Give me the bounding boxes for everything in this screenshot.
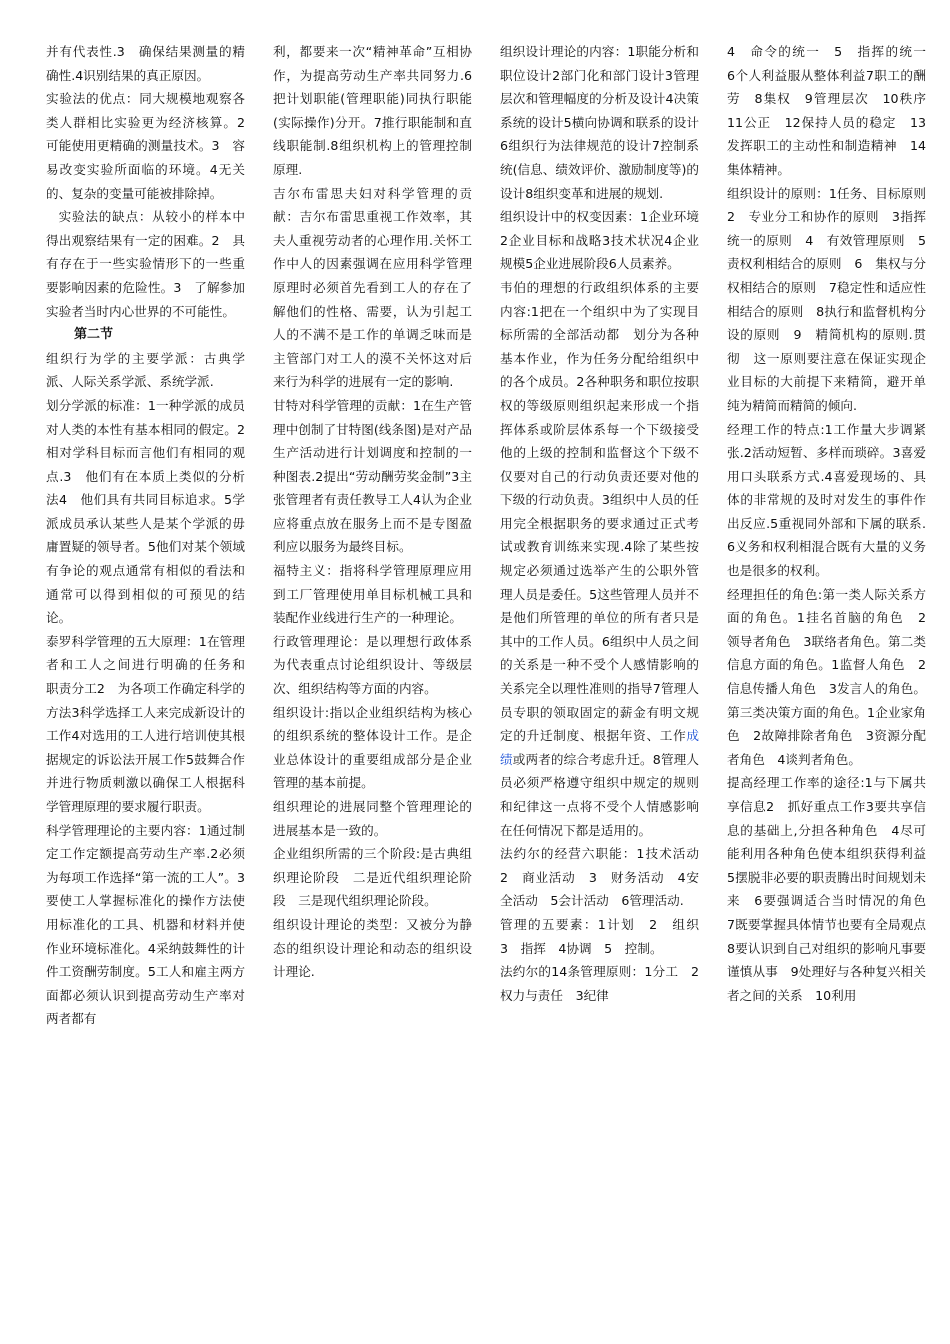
paragraph: 管理的五要素：1计划 2 组织 3 指挥 4协调 5 控制。 [500,916,712,956]
paragraph: 组织设计理论的类型：又被分为静态的组织设计理论和动态的组织设计理论. [273,916,472,980]
paragraph: 法约尔的14条管理原则：1分工 2 权力与责任 3纪律 [500,964,712,1003]
paragraph: 经理担任的角色:第一类人际关系方面的角色。1挂名首脑的角色 2 领导者角色 3联络者角色。第二类信息方面的角色。1监督人角色 2 信息传播人角色 3发言人的角色。第三类决策方面的角色。1企业家角色 2故障排除者角色 3资源分配者角色 4谈判者角色。 [727,586,939,767]
paragraph: 组织设计中的权变因素：1企业环境2企业目标和战略3技术状况4企业规模5企业进展阶段6人员素养。 [500,209,699,272]
paragraph: 组织设计:指以企业组织结构为核心的组织系统的整体设计工作。是企业总体设计的重要组成部分是企业管理的基本前提。 [273,704,472,791]
column-3 [500,40,712,1031]
paragraph: 并有代表性.3 确保结果测量的精确性.4识别结果的真正原因。 [46,44,245,83]
paragraph: 泰罗科学管理的五大原理：1在管理者和工人之间进行明确的任务和 职责分工2 为各项工作确定科学的方法3科学选择工人来完成新设计的工作4对选用的工人进行培训使其根据规定的诉讼法开展工作5鼓舞合作并进行物质刺激以确保工人根据科学管理原理的要求履行职责。 [46,633,258,814]
paragraph: 行政管理理论：是以理想行政体系为代表重点讨论组织设计、等级层次、组织结构等方面的内容。 [273,633,472,697]
hyperlink-chengji[interactable]: 成绩 [500,728,699,767]
paragraph: 科学管理理论的主要内容：1通过制定工作定额提高劳动生产率.2必须为每项工作选择“第一流的工人”。3要使工人掌握标准化的操作方法使用标准化的工具、机器和材料并使作业环境标准化。4采纳鼓舞性的计件工资酬劳制度。5工人和雇主两方面都必须认识到提高劳动生产率对两者都有 [46,822,245,1027]
paragraph: 经理工作的特点:1工作量大步调紧张.2活动短暂、多样而琐碎。3喜爱用口头联系方式.4喜爱现场的、具体的非常规的及时对发生的事件作出反应.5重视同外部和下属的联系.6义务和权利相混合既有大量的义务也是很多的权利。 [727,421,926,579]
paragraph: 法约尔的经营六职能：1技术活动 2 商业活动 3 财务活动 4安全活动 5会计活动 6管理活动. [500,846,712,909]
text-columns [46,40,939,1031]
paragraph: 组织行为学的主要学派：古典学派、人际关系学派、系统学派. [46,350,245,390]
paragraph: 划分学派的标准：1一种学派的成员对人类的本性有基本相同的假定。2 相对学科目标而言他们有相同的观点.3 他们有在本质上类似的分析法4 他们具有共同目标追求。5学派成员承认某些人是某个学派的毋庸置疑的领导者。5他们对某个领域有争论的观点通常有相似的看法和通常可以得到相似的可预见的结论。 [46,397,258,626]
paragraph: 实验法的缺点：从较小的样本中得出观察结果有一定的困难。2 具有存在于一些实验情形下的一些重要影响因素的危险性。3 了解参加实验者当时内心世界的不可能性。 [46,209,245,319]
column-1 [46,40,258,1031]
paragraph: 甘特对科学管理的贡献：1在生产管理中创制了甘特图(线条图)是对产品生产活动进行计划调度和控制的一种图表.2提出“劳动酬劳奖金制”3主张管理者有责任教导工人4认为企业应将重点放在服务上而不是专图盈利应以服务为最终目标。 [273,397,472,555]
column-2 [273,40,472,1031]
paragraph: 组织理论的进展同整个管理理论的进展基本是一致的。 [273,799,472,838]
paragraph-text: 或两者的综合考虑升迁。8管理人员必须严格遵守组织中规定的规则和纪律这一点将不受个人情感影响在任何情况下都是适用的。 [500,751,699,838]
paragraph: 企业组织所需的三个阶段:是古典组织理论阶段 二是近代组织理论阶段 三是现代组织理论阶段。 [273,846,472,909]
paragraph [500,276,699,842]
paragraph: 4 命令的统一 5 指挥的统一 6个人利益服从整体利益7职工的酬劳 8集权 9管理层次 10秩序 11公正 12保持人员的稳定 13 发挥职工的主动性和制造精神 14集体精神。 [727,44,939,177]
paragraph: 组织设计的原则：1任务、目标原则 2 专业分工和协作的原则 3指挥统一的原则 4 有效管理原则 5 责权利相结合的原则 6 集权与分权相结合的原则 7稳定性和适应性相结合的原则 8执行和监督机构分设的原则 9 精简机构的原则.贯彻 这一原则要注意在保证实现企业目标的大前提下来精简，避开单纯为精简而精简的倾向. [727,185,939,413]
paragraph-text: 韦伯的理想的行政组织体系的主要内容:1把在一个组织中为了实现目标所需的全部活动都 划分为各种基本作业，作为任务分配给组织中的各个成员。2各种职务和职位按职权的等级原则组织起来形成一个指挥体系或阶层体系每一个下级接受他的上级的控制和监督这个下级不仅要对自己的行动负责还要对他的下级的行动负责。3组织中人员的任用完全根据职务的要求通过正式考试或教育训练来实现.4除了某些按规定必须通过选举产生的公职外管理人员是委任。5这些管理人员并不是他们所管理的单位的所有者只是其中的工作人员。6组织中人员之间的关系是一种不受个人感情影响的关系完全以理性准则的指导7管理人员专职的领取固定的薪金有明文规定的升迁制度、根据年资、工作 [500,279,699,744]
section-heading: 第二节 [74,327,114,343]
paragraph: 利，都要来一次“精神革命”互相协作，为提高劳动生产率共同努力.6把计划职能(管理职能)同执行职能(实际操作)分开。7推行职能制和直线职能制.8组织机构上的管理控制原理. [273,44,472,177]
paragraph: 提高经理工作率的途径:1与下属共享信息2 抓好重点工作3要共享信息的基础上,分担各种角色 4尽可能利用各种角色使本组织获得利益 5摆脱非必要的职责腾出时间规划未来 6要强调适合当时情况的角色 7既要掌握具体情节也要有全局观点 8要认识到自己对组织的影响凡事要谨慎从事 9处理好与各种复兴相关者之间的关系 10利用 [727,775,939,1003]
paragraph: 组织设计理论的内容：1职能分析和职位设计2部门化和部门设计3管理层次和管理幅度的分析及设计4决策系统的设计5横向协调和联系的设计6组织行为法律规范的设计7控制系统(信息、绩效评价、激励制度等)的设计8组织变革和进展的规划. [500,44,699,201]
paragraph: 福特主义：指将科学管理原理应用到工厂管理使用单目标机械工具和装配作业线进行生产的一种理论。 [273,563,472,626]
paragraph: 实验法的优点：同大规模地观察各类人群相比实验更为经济核算。2 可能使用更精确的测量技术。3 容易改变实验所面临的环境。4无关的、复杂的变量可能被排除掉。 [46,91,258,201]
paragraph: 吉尔布雷思夫妇对科学管理的贡献：吉尔布雷思重视工作效率，其夫人重视劳动者的心理作用.关怀工作中人的因素强调在应用科学管理原理时必须首先看到工人的存在了解他们的性格、需要，认为引起工人的不满不是工作的单调乏味而是主管部门对工人的漠不关怀这对后来行为科学的进展有一定的影响. [273,185,472,390]
column-4 [727,40,939,1031]
